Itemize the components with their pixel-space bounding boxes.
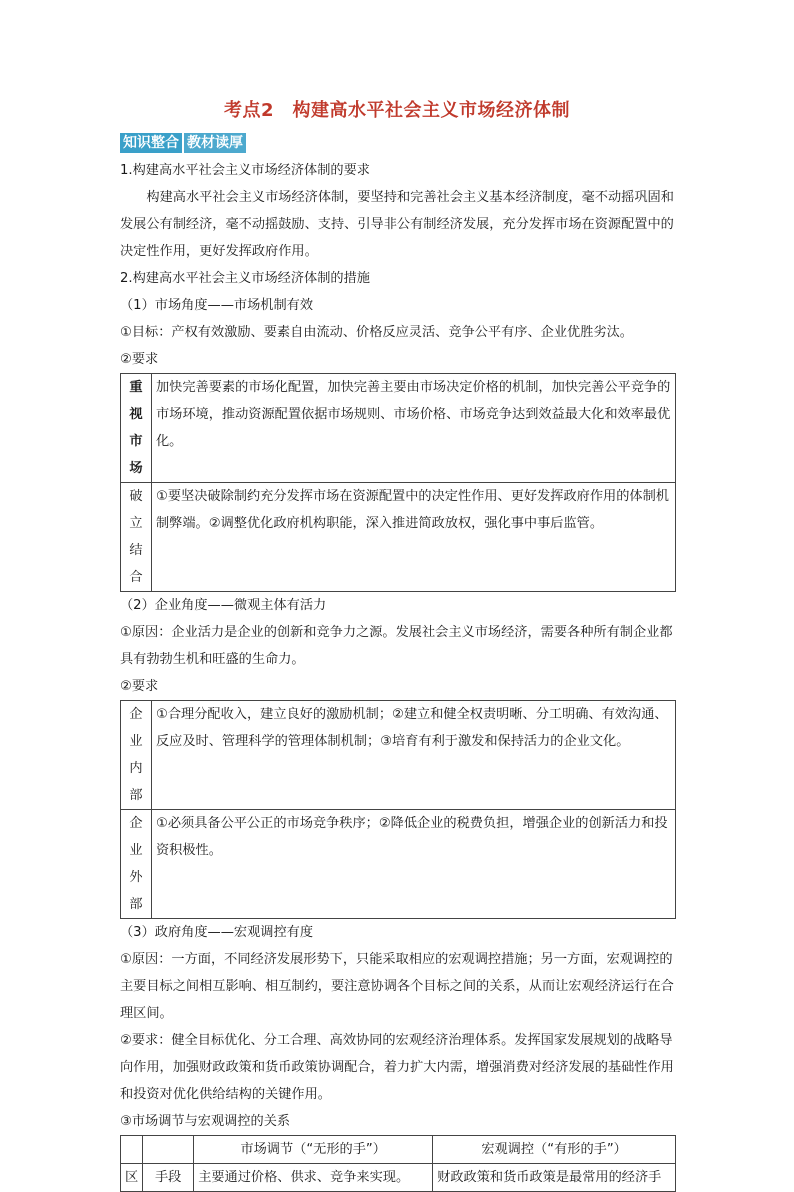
content bbox=[120, 157, 676, 1192]
table-row bbox=[121, 374, 676, 483]
table-header-row bbox=[121, 1136, 676, 1164]
section2-heading: 2.构建高水平社会主义市场经济体制的措施 bbox=[120, 271, 370, 286]
row-cell: 手段 bbox=[143, 1164, 194, 1192]
header-cell: 市场调节（“无形的手”） bbox=[194, 1136, 433, 1164]
header-cell: 宏观调控（“有形的手”） bbox=[433, 1136, 676, 1164]
header-cell bbox=[121, 1136, 143, 1164]
section1-heading: 1.构建高水平社会主义市场经济体制的要求 bbox=[120, 163, 370, 178]
row-cell: 区 bbox=[121, 1164, 143, 1192]
enterprise-table bbox=[120, 700, 676, 919]
market-table bbox=[120, 373, 676, 592]
government-heading: （3）政府角度——宏观调控有度 bbox=[120, 925, 314, 940]
row-text: ①要坚决破除制约充分发挥市场在资源配置中的决定性作用、更好发挥政府作用的体制机制弊端。②调整优化政府机构职能，深入推进简政放权，强化事中事后监管。 bbox=[152, 483, 676, 592]
row-head: 企业外部 bbox=[121, 810, 152, 919]
page-title: 考点2 构建高水平社会主义市场经济体制 bbox=[223, 100, 571, 121]
table-row bbox=[121, 1164, 676, 1192]
header-cell bbox=[143, 1136, 194, 1164]
enterprise-reason: ①原因：企业活力是企业的创新和竞争力之源。发展社会主义市场经济，需要各种所有制企业都具有勃勃生机和旺盛的生命力。 bbox=[120, 625, 673, 667]
enterprise-req-label: ②要求 bbox=[120, 679, 159, 694]
section-badges bbox=[120, 133, 246, 153]
relation-table bbox=[120, 1135, 676, 1192]
row-cell: 财政政策和货币政策是最常用的经济手 bbox=[433, 1164, 676, 1192]
table-row bbox=[121, 483, 676, 592]
badge-textbook: 教材读厚 bbox=[184, 133, 246, 153]
row-text: 加快完善要素的市场化配置，加快完善主要由市场决定价格的机制，加快完善公平竞争的市场环境，推动资源配置依据市场规则、市场价格、市场竞争达到效益最大化和效率最优化。 bbox=[152, 374, 676, 483]
market-heading: （1）市场角度——市场机制有效 bbox=[120, 298, 314, 313]
row-text: ①合理分配收入，建立良好的激励机制；②建立和健全权责明晰、分工明确、有效沟通、反应及时、管理科学的管理体制机制；③培育有利于激发和保持活力的企业文化。 bbox=[152, 701, 676, 810]
table-row bbox=[121, 701, 676, 810]
government-reason: ①原因：一方面，不同经济发展形势下，只能采取相应的宏观调控措施；另一方面，宏观调控的主要目标之间相互影响、相互制约，要注意协调各个目标之间的关系，从而让宏观经济运行在合理区间。 bbox=[120, 952, 674, 1021]
row-cell: 主要通过价格、供求、竞争来实现。 bbox=[194, 1164, 433, 1192]
row-head: 企业内部 bbox=[121, 701, 152, 810]
row-text: ①必须具备公平公正的市场竞争秩序；②降低企业的税费负担，增强企业的创新活力和投资积极性。 bbox=[152, 810, 676, 919]
section1-body: 构建高水平社会主义市场经济体制，要坚持和完善社会主义基本经济制度，毫不动摇巩固和发展公有制经济，毫不动摇鼓励、支持、引导非公有制经济发展，充分发挥市场在资源配置中的决定性作用，更好发挥政府作用。 bbox=[120, 190, 674, 259]
enterprise-heading: （2）企业角度——微观主体有活力 bbox=[120, 598, 327, 613]
badge-knowledge: 知识整合 bbox=[120, 133, 182, 153]
market-goal: ①目标：产权有效激励、要素自由流动、价格反应灵活、竞争公平有序、企业优胜劣汰。 bbox=[120, 325, 633, 340]
market-req-label: ②要求 bbox=[120, 352, 159, 367]
table-row bbox=[121, 810, 676, 919]
row-head: 重视市场 bbox=[121, 374, 152, 483]
government-req: ②要求：健全目标优化、分工合理、高效协同的宏观经济治理体系。发挥国家发展规划的战略导向作用，加强财政政策和货币政策协调配合，着力扩大内需，增强消费对经济发展的基础性作用和投资对优化供给结构的关键作用。 bbox=[120, 1033, 674, 1102]
row-head: 破立结合 bbox=[121, 483, 152, 592]
relation-heading: ③市场调节与宏观调控的关系 bbox=[120, 1114, 291, 1129]
